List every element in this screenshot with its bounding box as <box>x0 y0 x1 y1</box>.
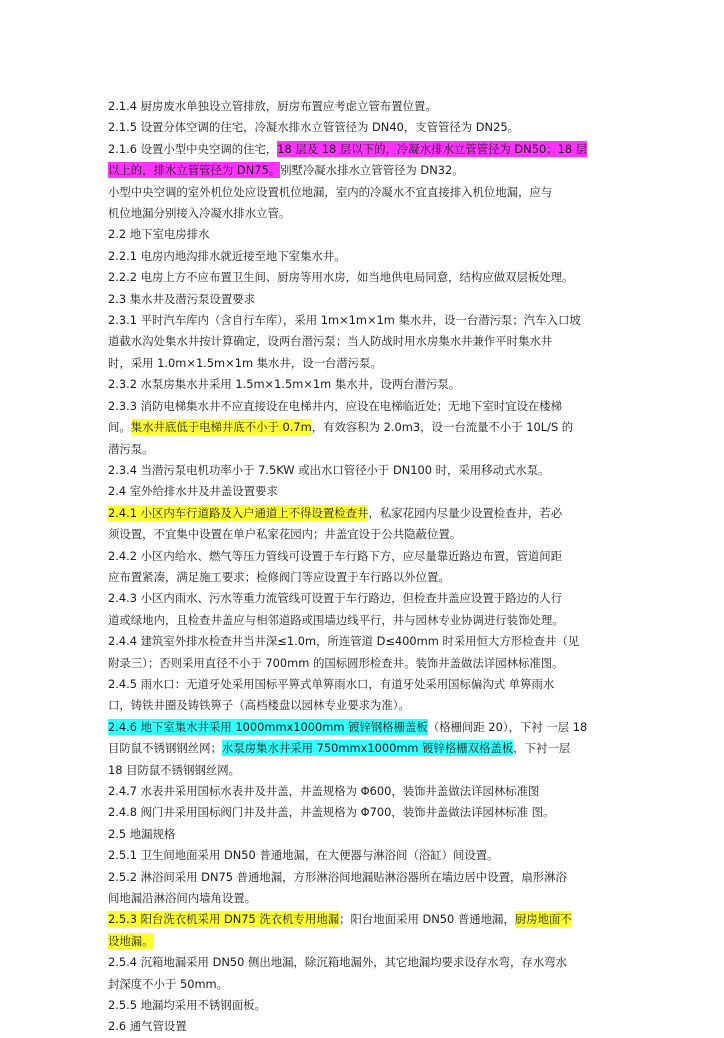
text-run: 道截水沟处集水井按计算确定，设两台潜污泵；当人防战时用水房集水井兼作平时集水井 <box>108 334 553 349</box>
text-run: ，下衬一层 <box>513 741 571 756</box>
text-line <box>108 974 624 995</box>
text-line <box>108 139 624 160</box>
text-line <box>108 888 624 909</box>
text-run: 2.1.6 设置小型中央空调的住宅， <box>108 141 278 156</box>
text-line <box>108 845 624 866</box>
text-line <box>108 396 624 417</box>
text-line <box>108 674 624 695</box>
highlighted-text: 地下室集水井采用 1000mmx1000mm 镀锌钢格栅盖板 <box>140 719 428 734</box>
text-line <box>108 289 624 310</box>
text-run: 2.4 室外给排水井及井盖设置要求 <box>108 484 278 499</box>
text-line <box>108 160 624 181</box>
text-run: （格栅间距 20），下衬 一层 18 <box>427 719 588 734</box>
text-line <box>108 524 624 545</box>
text-run: 须设置，不宜集中设置在单户私家花园内；井盖宜设于公共隐蔽位置。 <box>108 527 462 542</box>
text-line <box>108 246 624 267</box>
text-line <box>108 182 624 203</box>
text-run: 道或绿地内，且检查井盖应与相邻道路或围墙边线平行，井与园林专业协调进行装饰处理。 <box>108 612 564 627</box>
text-run: 2.6 通气管设置 <box>108 1019 187 1034</box>
text-run: 封深度不小于 50mm。 <box>108 976 229 991</box>
text-line <box>108 588 624 609</box>
text-run: 2.3.4 当潜污泵电机功率小于 7.5KW 或出水口管径小于 DN100 时，采用移动式水泵。 <box>108 462 550 477</box>
highlighted-text: 厨房地面不 <box>514 912 572 927</box>
text-run: 2.1.4 厨房废水单独设立管排放，厨房布置应考虑立管布置位置。 <box>108 99 437 113</box>
text-line <box>108 717 624 738</box>
text-line <box>108 267 624 288</box>
text-line <box>108 931 624 952</box>
text-run: 2.5.4 沉箱地漏采用 DN50 侧出地漏，除沉箱地漏外，其它地漏均要求设存水弯，存水弯水 <box>108 955 567 970</box>
text-run: 2.2.1 电房内地沟排水就近接至地下室集水井。 <box>108 248 346 263</box>
text-run: ；阳台地面采用 DN50 普通地漏， <box>339 912 515 927</box>
highlighted-text: 集水井底低于电梯井底不小于 0.7m <box>130 420 312 435</box>
text-run: 间地漏沿淋浴间内墙角设置。 <box>108 891 257 906</box>
text-line <box>108 96 624 117</box>
text-run: 附录三）；否则采用直径不小于 700mm 的国标圆形检查井。装饰井盖做法详园林标准图。 <box>108 655 564 670</box>
text-run: 2.5.1 卫生间地面采用 DN50 普通地漏，在大便器与淋浴间（浴缸）间设置。 <box>108 848 499 863</box>
text-line <box>108 460 624 481</box>
text-line <box>108 610 624 631</box>
text-run: 2.3.1 平时汽车库内（含自行车库），采用 1m×1m×1m 集水井，设一台潜污泵；汽车入口坡 <box>108 313 581 328</box>
highlighted-text: 水泵房集水井采用 750mmx1000mm 镀锌格栅双格盖板 <box>221 741 514 756</box>
text-line <box>108 909 624 930</box>
highlighted-text: 2.4.6 <box>108 719 141 734</box>
text-line <box>108 695 624 716</box>
text-run: 2.5.5 地漏均采用不锈钢面板。 <box>108 998 266 1013</box>
text-run: 2.5 地漏规格 <box>108 826 176 841</box>
text-run: 2.4.7 水表井采用国标水表井及井盖，井盖规格为 Φ600，装饰井盖做法详园林标准图 <box>108 784 540 798</box>
text-run: 18 目防鼠不锈钢钢丝网。 <box>108 762 241 777</box>
text-line <box>108 867 624 888</box>
text-run: 2.3.3 消防电梯集水井不应直接设在电梯井内，应设在电梯临近处；无地下室时宜设在楼梯 <box>108 398 563 413</box>
text-run: 别墅冷凝水排水立管管径为 DN32。 <box>280 163 464 178</box>
document-body <box>108 96 624 1038</box>
text-run: ，私家花园内尽量少设置检查井，若必 <box>368 505 563 520</box>
highlighted-text: 18 层及 18 层以下的，冷凝水排水立管管径为 DN50；18 层 <box>277 141 588 156</box>
text-run: 口，铸铁井圈及铸铁箅子（高档楼盘以园林专业要求为准）。 <box>108 698 410 713</box>
text-line <box>108 224 624 245</box>
text-run: 小型中央空调的室外机位处应设置机位地漏，室内的冷凝水不宜直接排入机位地漏，应与 <box>108 184 553 199</box>
text-line <box>108 995 624 1016</box>
text-run: 2.2.2 电房上方不应布置卫生间、厨房等用水房，如当地供电局同意，结构应做双层板处理。 <box>108 270 574 285</box>
text-line <box>108 546 624 567</box>
highlighted-text: 小区内车行道路及入户通道上不得设置检查井 <box>140 505 369 520</box>
highlighted-text: 设地漏。 <box>108 933 154 948</box>
text-line <box>108 1016 624 1037</box>
text-run: 2.4.8 阀门井采用国标阀门井及井盖，井盖规格为 Φ700，装饰井盖做法详园林标准 图。 <box>108 805 555 820</box>
text-line <box>108 117 624 138</box>
text-run: 时，采用 1.0m×1.5m×1m 集水井，设一台潜污泵。 <box>108 355 382 370</box>
text-line <box>108 952 624 973</box>
text-line <box>108 824 624 845</box>
text-line <box>108 781 624 802</box>
text-run: 2.4.3 小区内雨水、污水等重力流管线可设置于车行路边，但检查井盖应设置于路边的人行 <box>108 591 563 606</box>
text-line <box>108 374 624 395</box>
text-run: 2.4.5 雨水口：无道牙处采用国标平箅式单箅雨水口，有道牙处采用国标偏沟式 单箅雨水 <box>108 676 555 691</box>
text-line <box>108 653 624 674</box>
highlighted-text: 2.5.3 <box>108 912 141 927</box>
text-run: 目防鼠不锈钢钢丝网； <box>108 741 222 756</box>
text-line <box>108 802 624 823</box>
text-line <box>108 631 624 652</box>
text-line <box>108 439 624 460</box>
text-run: 间。 <box>108 420 131 435</box>
text-run: ，有效容积为 2.0m3，设一台流量不小于 10L/S 的 <box>311 420 574 435</box>
text-line <box>108 203 624 224</box>
text-run: 2.3 集水井及潜污泵设置要求 <box>108 291 256 306</box>
highlighted-text: 阳台洗衣机采用 DN75 洗衣机专用地漏 <box>140 912 340 927</box>
text-run: 2.4.4 建筑室外排水检查井当井深≤1.0m，所连管道 D≤400mm 时采用恒大方形检查井（见 <box>108 634 580 649</box>
text-run: 2.2 地下室电房排水 <box>108 227 210 242</box>
text-line <box>108 417 624 438</box>
text-run: 机位地漏分别接入冷凝水排水立管。 <box>108 206 291 221</box>
text-line <box>108 353 624 374</box>
text-line <box>108 310 624 331</box>
text-run: 2.3.2 水泵房集水井采用 1.5m×1.5m×1m 集水井，设两台潜污泵。 <box>108 377 461 392</box>
text-line <box>108 760 624 781</box>
text-line <box>108 481 624 502</box>
text-run: 2.1.5 设置分体空调的住宅，冷凝水排水立管管径为 DN40，支管管径为 DN25。 <box>108 120 519 135</box>
text-run: 潜污泵。 <box>108 441 154 456</box>
text-run: 2.4.2 小区内给水、燃气等压力管线可设置于车行路下方，应尽量靠近路边布置，管道间距 <box>108 548 563 563</box>
text-line <box>108 738 624 759</box>
text-line <box>108 567 624 588</box>
text-line <box>108 503 624 524</box>
text-run: 2.5.2 淋浴间采用 DN75 普通地漏，方形淋浴间地漏贴淋浴器所在墙边居中设置，扇形淋浴 <box>108 869 567 884</box>
highlighted-text: 以上的，排水立管管径为 DN75。 <box>108 163 281 178</box>
text-line <box>108 331 624 352</box>
highlighted-text: 2.4.1 <box>108 505 141 520</box>
text-run: 应布置紧凑，满足施工要求；检修阀门等应设置于车行路以外位置。 <box>108 569 450 584</box>
